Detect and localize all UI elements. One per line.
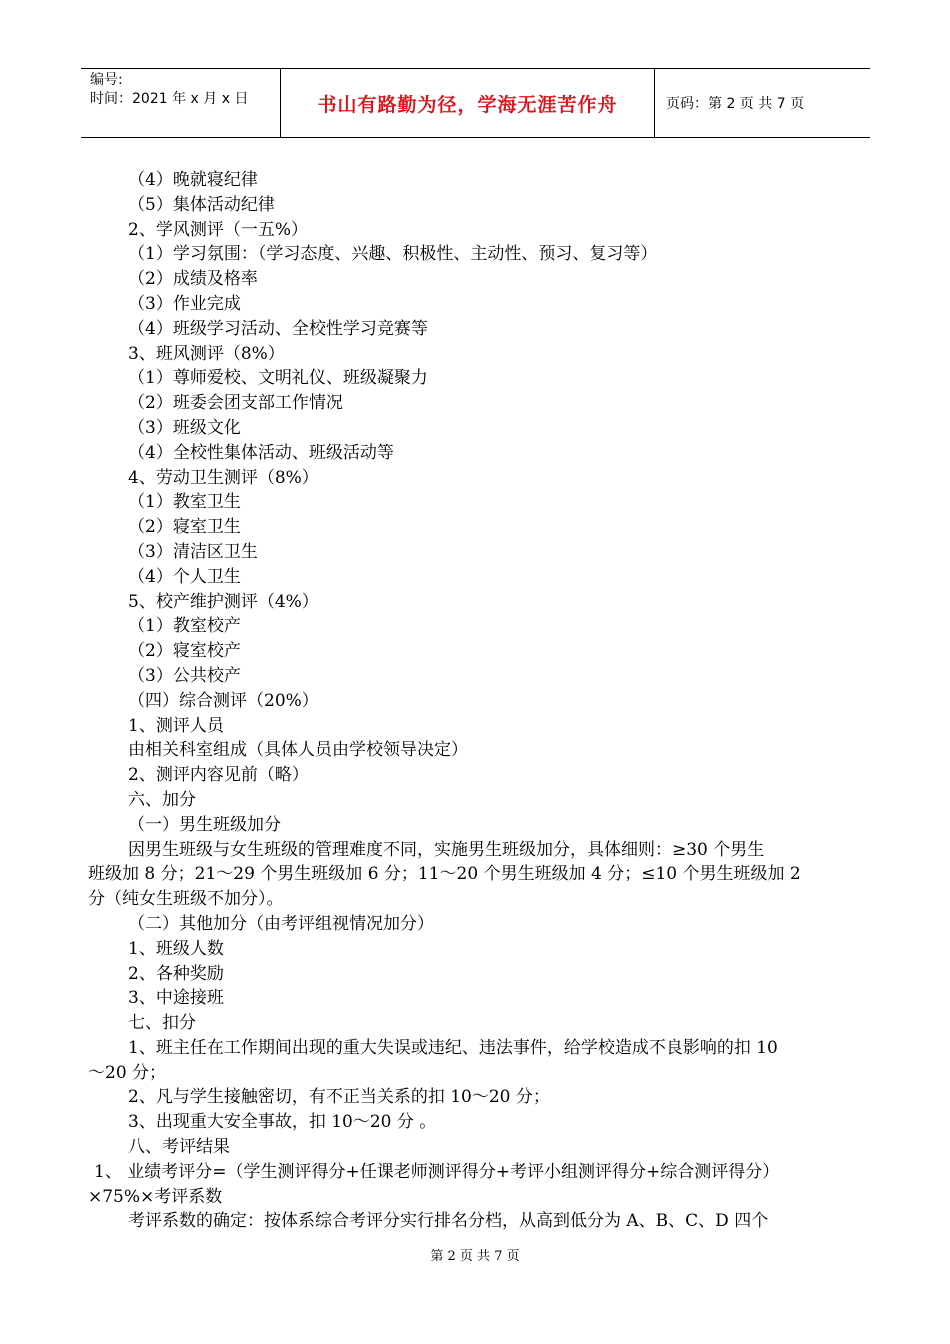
body-line: 2、凡与学生接触密切，有不正当关系的扣 10～20 分；: [128, 1087, 550, 1108]
body-line: 3、班风测评（8%）: [128, 343, 285, 364]
body-line: 2、各种奖励: [128, 963, 224, 984]
body-line: （1）教室校产: [128, 616, 241, 637]
body-line: （3）作业完成: [128, 293, 241, 314]
body-line: 由相关科室组成（具体人员由学校领导决定）: [128, 740, 468, 761]
body-line: 班级加 8 分；21～29 个男生班级加 6 分；11～20 个男生班级加 4 分；≤10 个男生班级加 2: [88, 864, 801, 885]
body-line: （二）其他加分（由考评组视情况加分）: [128, 913, 434, 934]
body-line: 4、劳动卫生测评（8%）: [128, 467, 319, 488]
header-motto-cell: [281, 69, 655, 137]
body-line: （3）公共校产: [128, 665, 241, 686]
body-line: 六、加分: [128, 789, 196, 810]
body-line: 1、 业绩考评分=（学生测评得分+任课老师测评得分+考评小组测评得分+综合测评得分）: [94, 1161, 780, 1182]
document-number-label: 编号:: [90, 72, 123, 88]
body-line: （4）晚就寝纪律: [128, 170, 258, 190]
body-line: ～20 分；: [88, 1062, 167, 1083]
body-line: （2）成绩及格率: [128, 269, 258, 290]
body-line: ×75%×考评系数: [88, 1186, 223, 1207]
header-motto: 书山有路勤为径，学海无涯苦作舟: [317, 93, 618, 116]
body-line: 3、出现重大安全事故，扣 10～20 分 。: [128, 1112, 437, 1133]
body-line: （3）清洁区卫生: [128, 541, 258, 562]
body-line: （5）集体活动纪律: [128, 194, 275, 215]
body-line: 2、学风测评（一五%）: [128, 219, 308, 240]
body-line: （四）综合测评（20%）: [128, 690, 319, 711]
body-line: 八、考评结果: [128, 1137, 230, 1158]
document-time-label: 时间：2021 年 x 月 x 日: [90, 91, 249, 107]
body-line: 1、班主任在工作期间出现的重大失误或违纪、违法事件，给学校造成不良影响的扣 10: [128, 1037, 778, 1058]
body-line: 因男生班级与女生班级的管理难度不同，实施男生班级加分，具体细则：≥30 个男生: [128, 839, 765, 860]
body-line: （4）班级学习活动、全校性学习竞赛等: [128, 318, 428, 339]
header-meta: [81, 69, 281, 137]
body-line: （1）学习氛围：（学习态度、兴趣、积极性、主动性、预习、复习等）: [128, 244, 658, 265]
body-line: （2）寝室校产: [128, 641, 241, 662]
page-header: [81, 68, 870, 138]
body-line: 5、校产维护测评（4%）: [128, 591, 319, 612]
body-line: 3、中途接班: [128, 988, 224, 1009]
body-line: （1）尊师爱校、文明礼仪、班级凝聚力: [128, 368, 428, 389]
body-line: 1、测评人员: [128, 715, 224, 736]
body-line: （3）班级文化: [128, 417, 241, 438]
page-footer: 第 2 页 共 7 页: [430, 1249, 520, 1264]
body-line: （2）班委会团支部工作情况: [128, 393, 343, 414]
body-line: （4）全校性集体活动、班级活动等: [128, 442, 394, 463]
body-line: 1、班级人数: [128, 938, 224, 959]
body-line: （4）个人卫生: [128, 566, 241, 587]
body-line: （1）教室卫生: [128, 492, 241, 513]
header-page-info: 页码：第 2 页 共 7 页: [666, 96, 805, 112]
body-line: 2、测评内容见前（略）: [128, 765, 309, 786]
body-line: 考评系数的确定：按体系综合考评分实行排名分档，从高到低分为 A、B、C、D 四个: [128, 1211, 769, 1232]
body-line: （一）男生班级加分: [128, 814, 281, 835]
body-line: 分（纯女生班级不加分）。: [88, 889, 284, 910]
document-body: [88, 168, 864, 1234]
body-line: （2）寝室卫生: [128, 517, 241, 538]
body-line: 七、扣分: [128, 1013, 196, 1034]
